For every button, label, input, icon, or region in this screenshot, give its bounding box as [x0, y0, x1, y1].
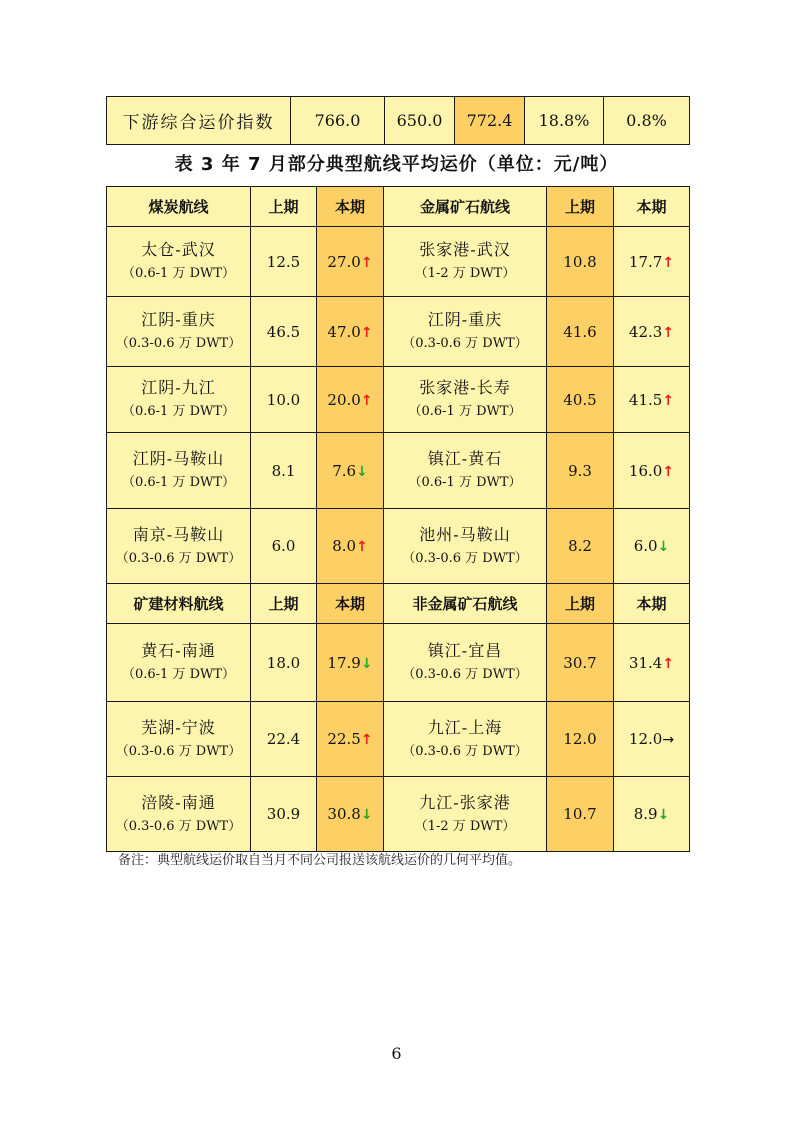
left-route-cell	[107, 509, 251, 584]
right-cur-value: 41.5	[628, 390, 663, 409]
prev-period-header: 上期	[547, 187, 614, 227]
left-prev-value: 10.0	[251, 367, 317, 433]
left-cur-value: 17.9	[327, 653, 361, 672]
vessel-size: （0.6-1 万 DWT）	[121, 404, 236, 420]
section-header-row	[107, 187, 690, 227]
vessel-size: （0.6-1 万 DWT）	[121, 475, 236, 491]
vessel-size: （0.6-1 万 DWT）	[408, 404, 522, 420]
section-header-row	[107, 584, 690, 624]
table-caption: 表 3 年 7 月部分典型航线平均运价（单位：元/吨）	[174, 154, 619, 175]
trend-arrow-icon: ↑	[662, 655, 675, 672]
vessel-size: （1-2 万 DWT）	[414, 818, 516, 834]
left-prev-value: 12.5	[251, 227, 317, 297]
left-cur-cell	[317, 777, 384, 852]
right-cur-value: 16.0	[628, 461, 663, 480]
route-row	[107, 297, 690, 367]
left-route-cell	[107, 624, 251, 702]
freight-index-row-table	[106, 96, 690, 145]
left-route-cell	[107, 702, 251, 777]
route-row	[107, 777, 690, 852]
route-row	[107, 702, 690, 777]
left-prev-value: 6.0	[251, 509, 317, 584]
route-name: 江阴-马鞍山	[132, 449, 225, 469]
route-name: 芜湖-宁波	[141, 717, 216, 737]
prev-period-header: 上期	[547, 584, 614, 624]
left-route-cell	[107, 297, 251, 367]
right-prev-value: 8.2	[547, 509, 614, 584]
route-name: 太仓-武汉	[141, 240, 216, 260]
cur-period-header: 本期	[614, 584, 690, 624]
right-route-cell	[384, 367, 547, 433]
right-route-header: 非金属矿石航线	[384, 584, 547, 624]
right-cur-value: 6.0	[633, 537, 658, 555]
right-cur-value: 17.7	[628, 252, 663, 271]
left-cur-value: 47.0	[327, 322, 361, 341]
index-label: 下游综合运价指数	[107, 97, 291, 145]
left-prev-value: 18.0	[251, 624, 317, 702]
left-prev-value: 46.5	[251, 297, 317, 367]
right-cur-cell	[614, 433, 690, 509]
right-prev-value: 9.3	[547, 433, 614, 509]
right-route-header: 金属矿石航线	[384, 187, 547, 227]
left-prev-value: 22.4	[251, 702, 317, 777]
route-name: 涪陵-南通	[141, 792, 216, 812]
right-prev-value: 10.7	[547, 777, 614, 852]
right-cur-value: 12.0	[628, 730, 663, 748]
trend-arrow-icon: ↑	[360, 392, 373, 409]
right-prev-value: 41.6	[547, 297, 614, 367]
trend-arrow-icon: ↑	[360, 732, 373, 748]
route-row	[107, 227, 690, 297]
right-cur-cell	[614, 227, 690, 297]
route-name: 九江-上海	[427, 717, 503, 737]
vessel-size: （0.3-0.6 万 DWT）	[402, 667, 528, 683]
right-cur-value: 42.3	[628, 322, 663, 341]
trend-arrow-icon: ↓	[657, 539, 670, 555]
right-route-cell	[384, 297, 547, 367]
footnote: 备注：典型航线运价取自当月不同公司报送该航线运价的几何平均值。	[118, 853, 522, 868]
index-value-4: 18.8%	[525, 97, 604, 145]
vessel-size: （1-2 万 DWT）	[414, 266, 516, 282]
left-route-header: 煤炭航线	[107, 187, 251, 227]
route-name: 池州-马鞍山	[419, 524, 511, 544]
index-value-1: 766.0	[291, 97, 385, 145]
right-route-cell	[384, 509, 547, 584]
left-prev-value: 8.1	[251, 433, 317, 509]
route-name: 江阴-重庆	[141, 310, 216, 330]
trend-arrow-icon: ↓	[360, 655, 373, 672]
trend-arrow-icon: ↓	[356, 463, 368, 480]
right-route-cell	[384, 702, 547, 777]
route-name: 南京-马鞍山	[132, 524, 225, 544]
route-name: 张家港-武汉	[419, 240, 511, 260]
left-cur-cell	[317, 433, 384, 509]
right-route-cell	[384, 433, 547, 509]
trend-arrow-icon: ↑	[662, 463, 675, 480]
right-cur-value: 8.9	[633, 805, 658, 823]
right-cur-cell	[614, 624, 690, 702]
vessel-size: （0.3-0.6 万 DWT）	[115, 743, 242, 759]
trend-arrow-icon: ↓	[657, 807, 670, 823]
right-prev-value: 30.7	[547, 624, 614, 702]
left-cur-value: 22.5	[327, 730, 361, 748]
page-number: 6	[391, 1044, 402, 1063]
right-prev-value: 40.5	[547, 367, 614, 433]
prev-period-header: 上期	[251, 584, 317, 624]
cur-period-header: 本期	[614, 187, 690, 227]
prev-period-header: 上期	[251, 187, 317, 227]
index-value-5: 0.8%	[604, 97, 690, 145]
route-name: 江阴-九江	[141, 378, 216, 398]
right-prev-value: 10.8	[547, 227, 614, 297]
route-name: 江阴-重庆	[427, 310, 503, 330]
trend-arrow-icon: ↑	[662, 392, 675, 409]
right-route-cell	[384, 777, 547, 852]
vessel-size: （0.3-0.6 万 DWT）	[402, 743, 528, 759]
route-name: 镇江-宜昌	[427, 641, 503, 661]
route-freight-table	[106, 186, 690, 852]
right-cur-cell	[614, 509, 690, 584]
trend-arrow-icon: ↑	[356, 539, 368, 555]
right-cur-cell	[614, 297, 690, 367]
right-cur-value: 31.4	[628, 653, 663, 672]
route-row	[107, 624, 690, 702]
left-route-cell	[107, 777, 251, 852]
trend-arrow-icon: ↑	[360, 254, 373, 271]
right-cur-cell	[614, 777, 690, 852]
left-cur-value: 8.0	[332, 537, 357, 555]
left-route-header: 矿建材料航线	[107, 584, 251, 624]
left-cur-cell	[317, 227, 384, 297]
left-cur-value: 30.8	[327, 805, 361, 823]
index-value-3: 772.4	[455, 97, 525, 145]
left-route-cell	[107, 367, 251, 433]
route-row	[107, 433, 690, 509]
vessel-size: （0.3-0.6 万 DWT）	[115, 818, 242, 834]
left-cur-value: 27.0	[327, 252, 361, 271]
vessel-size: （0.6-1 万 DWT）	[121, 266, 236, 282]
right-cur-cell	[614, 702, 690, 777]
left-cur-cell	[317, 297, 384, 367]
route-row	[107, 509, 690, 584]
trend-arrow-icon: ↑	[662, 324, 675, 341]
left-route-cell	[107, 227, 251, 297]
cur-period-header: 本期	[317, 187, 384, 227]
route-name: 张家港-长寿	[419, 378, 511, 398]
index-value-2: 650.0	[385, 97, 455, 145]
left-cur-cell	[317, 702, 384, 777]
trend-arrow-icon: →	[662, 732, 675, 748]
left-route-cell	[107, 433, 251, 509]
vessel-size: （0.3-0.6 万 DWT）	[115, 550, 242, 566]
route-name: 九江-张家港	[419, 792, 511, 812]
left-cur-cell	[317, 367, 384, 433]
trend-arrow-icon: ↑	[360, 324, 373, 341]
left-cur-value: 20.0	[327, 390, 361, 409]
route-name: 镇江-黄石	[427, 449, 503, 469]
left-cur-cell	[317, 509, 384, 584]
trend-arrow-icon: ↑	[662, 254, 675, 271]
vessel-size: （0.6-1 万 DWT）	[121, 667, 236, 683]
route-name: 黄石-南通	[141, 641, 216, 661]
right-route-cell	[384, 227, 547, 297]
vessel-size: （0.6-1 万 DWT）	[408, 475, 522, 491]
right-prev-value: 12.0	[547, 702, 614, 777]
right-route-cell	[384, 624, 547, 702]
left-cur-value: 7.6	[332, 461, 357, 480]
freight-index-row	[107, 97, 690, 145]
trend-arrow-icon: ↓	[360, 807, 373, 823]
left-prev-value: 30.9	[251, 777, 317, 852]
cur-period-header: 本期	[317, 584, 384, 624]
vessel-size: （0.3-0.6 万 DWT）	[402, 550, 528, 566]
right-cur-cell	[614, 367, 690, 433]
route-row	[107, 367, 690, 433]
vessel-size: （0.3-0.6 万 DWT）	[402, 336, 528, 352]
vessel-size: （0.3-0.6 万 DWT）	[115, 336, 242, 352]
left-cur-cell	[317, 624, 384, 702]
